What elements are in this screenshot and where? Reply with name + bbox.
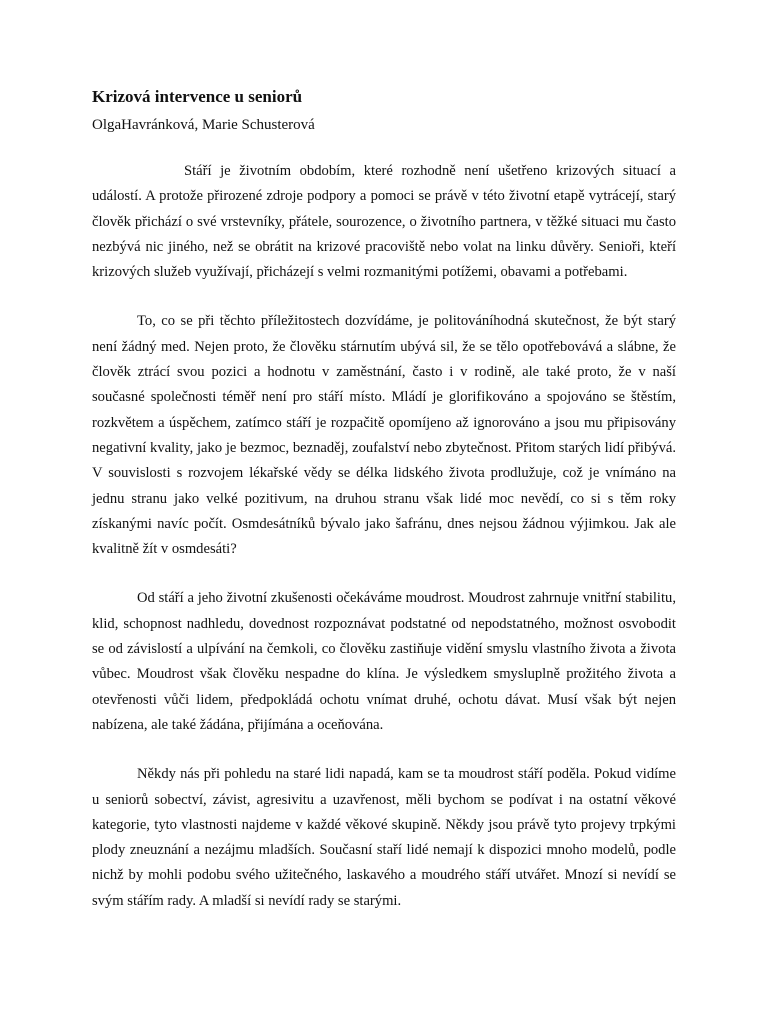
document-authors: OlgaHavránková, Marie Schusterová <box>92 117 315 133</box>
document-title: Krizová intervence u seniorů <box>92 87 303 106</box>
paragraph-2: To, co se při těchto příležitostech dozvídáme, je politováníhodná skutečnost, že být starý není žádný med. Nejen proto, že člověku stárnutím ubývá sil, že se tělo opotřebovává a slábne, že člověk ztrácí svou pozici a hodnotu v zaměstnání, často i v rodině, ale také proto, že v naší současné společnosti téměř není pro stáří místo. Mládí je glorifikováno a spojováno se štěstím, rozkvětem a úspěchem, zatímco stáří je rozpačitě opomíjeno až ignorováno a jsou mu připisovány negativní kvality, jako je bezmoc, beznaděj, zoufalství nebo zbytečnost. Přitom starých lidí přibývá. V souvislosti s rozvojem lékařské vědy se délka lidského života prodlužuje, což je vnímáno na jednu stranu jako velké pozitivum, na druhou stranu však lidé moc nevědí, co si s těm roky získanými navíc počít. Osmdesátníků bývalo jako šafránu, dnes nejsou žádnou výjimkou. Jak ale kvalitně žít v osmdesáti? <box>92 313 676 558</box>
paragraph-4: Někdy nás při pohledu na staré lidi napadá, kam se ta moudrost stáří poděla. Pokud vidíme u seniorů sobectví, závist, agresivitu a uzavřenost, měli bychom se podívat i na ostatní věkové kategorie, tyto vlastnosti najdeme v každé věkové skupině. Někdy jsou právě tyto projevy trpkými plody zneuznání a nezájmu mladších. Současní staří lidé nemají k dispozici mnoho modelů, podle nichž by mohli podobu svého užitečného, laskavého a moudrého stáří utvářet. Mnozí si nevídí se svým stářím rady. A mladší si nevídí rady se starými. <box>92 766 676 909</box>
paragraph-3: Od stáří a jeho životní zkušenosti očekáváme moudrost. Moudrost zahrnuje vnitřní stabilitu, klid, schopnost nadhledu, dovednost rozpoznávat podstatné od nepodstatného, možnost osvobodit se od závislostí a ulpívání na čemkoli, co člověku zastiňuje vidění smyslu vlastního života a života vůbec. Moudrost však člověku nespadne do klína. Je výsledkem smysluplně prožitého života a otevřenosti vůči lidem, předpokládá ochotu vnímat druhé, ochotu dávat. Musí však být nejen nabízena, ale také žádána, přijímána a oceňována. <box>92 590 676 733</box>
paragraph-1: Stáří je životním obdobím, které rozhodně není ušetřeno krizových situací a událostí. A protože přirozené zdroje podpory a pomoci se právě v této životní etapě vytrácejí, starý člověk přichází o své vrstevníky, přátele, sourozence, o životního partnera, v těžké situaci mu často nezbývá nic jiného, než se obrátit na krizové pracoviště nebo volat na linku důvěry. Senioři, kteří krizových služeb využívají, přicházejí s velmi rozmanitými potížemi, obavami a potřebami. <box>92 163 676 281</box>
document-page <box>92 86 676 914</box>
